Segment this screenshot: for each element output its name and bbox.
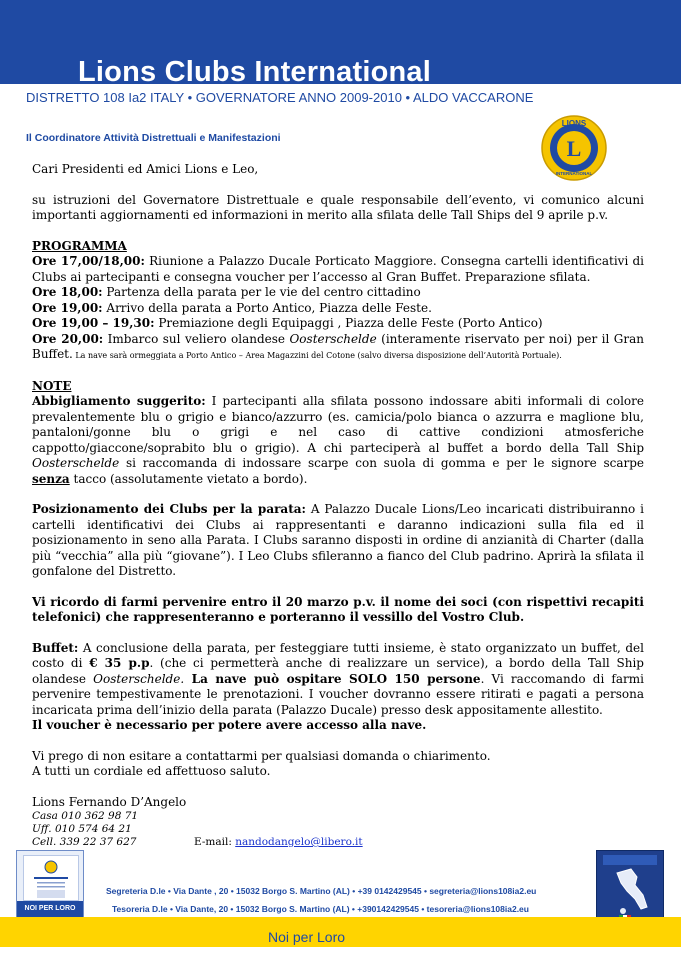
logo-text: LIONS bbox=[561, 119, 587, 128]
abbigliamento-paragraph: Abbigliamento suggerito: I partecipanti alla sfilata possono indossare abiti informali di colore prevalentemente blu o grigio e bianco/azzurro (es. camicia/polo bianca o azzurra e maglione blu, pantaloni/gonne blu o grigi e nel caso di cattive condizioni atmosferiche cappotto/giaccone/soprabito blu o grigio). A chi parteciperà al buffet a bordo della Tall Ship Oosterschelde si raccomanda di indossare scarpe con suola di gomma e per le signore scarpe senza tacco (assolutamente vietato a bordo). bbox=[32, 394, 644, 486]
header-subtitle-bar bbox=[0, 84, 681, 108]
programma-heading: PROGRAMMA bbox=[32, 238, 127, 253]
program-item: Ore 19,00: Arrivo della parata a Porto Antico, Piazza delle Feste. bbox=[32, 300, 432, 315]
closing-greeting: A tutti un cordiale ed affettuoso saluto. bbox=[32, 764, 271, 778]
org-title: Lions Clubs International bbox=[78, 56, 432, 84]
posizionamento-paragraph: Posizionamento dei Clubs per la parata: A Palazzo Ducale Lions/Leo incaricati distribuiranno i cartelli identificativi dei Clubs ai rappresentanti e daranno indicazioni sulla fila ed il posizionamento in seno alla Parata. I Clubs saranno disposti in ordine di anzianità di Charter (dalla più “vecchia” alla più “giovane”). I Leo Clubs sfileranno a fianco del Club padrino. Aprirà la sfilata il gonfalone del Distretto. bbox=[32, 502, 644, 578]
noi-per-loro-book-image bbox=[16, 850, 84, 920]
letter-body bbox=[32, 162, 644, 849]
phone-home: Casa 010 362 98 71 bbox=[32, 810, 139, 822]
contact-row bbox=[32, 836, 644, 849]
salutation: Cari Presidenti ed Amici Lions e Leo, bbox=[32, 162, 259, 176]
ricordo-paragraph: Vi ricordo di farmi pervenire entro il 20 marzo p.v. il nome dei soci (con rispettivi recapiti telefonici) che rappresenteranno e porteranno il vessillo del Vostro Club. bbox=[32, 594, 644, 624]
signature-name: Lions Fernando D’Angelo bbox=[32, 794, 187, 809]
svg-text:L: L bbox=[566, 136, 582, 161]
footer-motto: Noi per Loro bbox=[268, 929, 346, 945]
header-title bbox=[0, 52, 681, 84]
program-item: Ore 20,00: Imbarco sul veliero olandese Oosterschelde (interamente riservato per noi) per il Gran Buffet. La nave sarà ormeggiata a Porto Antico – Area Magazzini del Cotone (salvo diversa disposizione dell’Autorità Portuale). bbox=[32, 331, 644, 361]
intro-paragraph: su istruzioni del Governatore Distrettuale e quale responsabile dell’evento, vi comunico alcuni importanti aggiornamenti ed informazioni in merito alla sfilata delle Tall Ships del 9 aprile p.v. bbox=[32, 192, 644, 222]
logo-ring-text: INTERNATIONAL bbox=[555, 171, 593, 176]
book-label: NOI PER LORO bbox=[24, 905, 76, 912]
coordinator-title: Il Coordinatore Attività Distrettuali e Manifestazioni bbox=[26, 132, 281, 144]
footer-tesoreria: Tesoreria D.le • Via Dante, 20 • 15032 Borgo S. Martino (AL) • +390142429545 • tesoreria@lions108ia2.eu bbox=[112, 904, 529, 914]
book-cover bbox=[23, 855, 79, 901]
buffet-paragraph: Buffet: A conclusione della parata, per festeggiare tutti insieme, è stato organizzato un buffet, del costo di € 35 p.p. (che ci permetterà anche di realizzare un service), a bordo della Tall Ship olandese Oosterschelde. La nave può ospitare SOLO 150 persone. Vi raccomando di farmi pervenire tempestivamente le prenotazioni. I voucher dovranno essere ritirati e pagati a persona incaricata prima dell’inizio della parata (Palazzo Ducale) presso desk appositamente allestito. bbox=[32, 640, 644, 717]
voucher-note: Il voucher è necessario per potere avere accesso alla nave. bbox=[32, 718, 427, 732]
program-item: Ore 18,00: Partenza della parata per le vie del centro cittadino bbox=[32, 285, 421, 299]
email-line bbox=[194, 836, 363, 849]
phone-office: Uff. 010 574 64 21 bbox=[32, 823, 132, 835]
email-link[interactable]: nandodangelo@libero.it bbox=[235, 836, 363, 848]
note-heading: NOTE bbox=[32, 378, 72, 393]
district-subtitle: DISTRETTO 108 Ia2 ITALY • GOVERNATORE ANNO 2009-2010 • ALDO VACCARONE bbox=[26, 90, 534, 105]
email-label: E-mail: bbox=[194, 836, 236, 848]
closing-line: Vi prego di non esitare a contattarmi per qualsiasi domanda o chiarimento. bbox=[32, 748, 491, 763]
footer-segreteria: Segreteria D.le • Via Dante , 20 • 15032 Borgo S. Martino (AL) • +39 0142429545 • segreteria@lions108ia2.eu bbox=[106, 886, 537, 896]
phone-cell: Cell. 339 22 37 627 bbox=[32, 836, 137, 848]
program-item: Ore 17,00/18,00: Riunione a Palazzo Ducale Porticato Maggiore. Consegna cartelli identificativi di Clubs ai partecipanti e consegna voucher per l’accesso al Gran Buffet. Preparazione sfilata. bbox=[32, 254, 644, 284]
footer-band bbox=[0, 917, 681, 947]
program-item: Ore 19,00 – 19,30: Premiazione degli Equipaggi , Piazza delle Feste (Porto Antico) bbox=[32, 316, 543, 330]
